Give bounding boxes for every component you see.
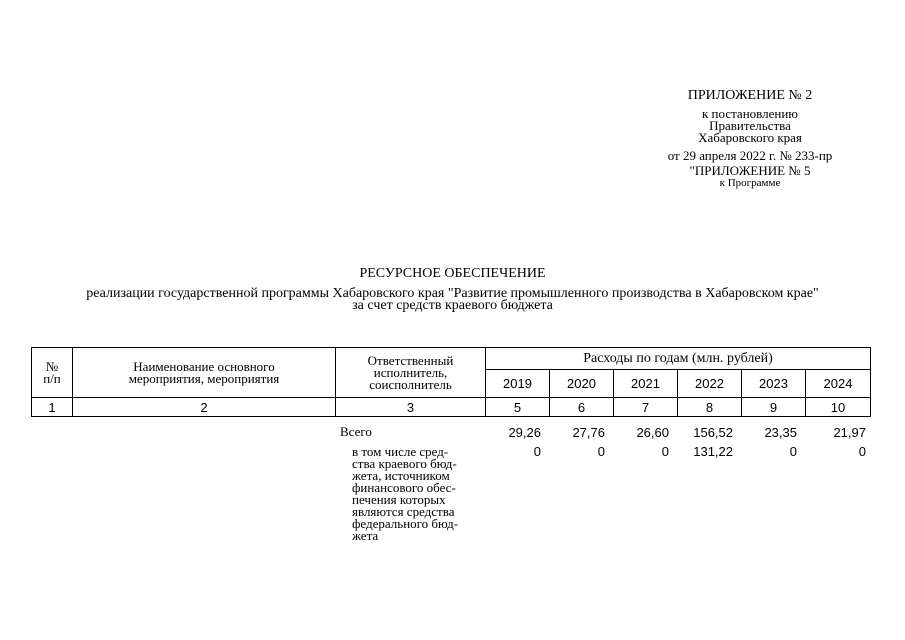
column-number: 2	[73, 398, 336, 417]
column-number: 7	[614, 398, 678, 417]
header-expenses: Расходы по годам (млн. рублей)	[486, 348, 871, 370]
appendix-line-2: Правительства	[709, 118, 791, 133]
appendix-line-3: Хабаровского края	[698, 130, 802, 145]
column-number: 8	[678, 398, 742, 417]
row-label-federal: в том числе сред- ства краевого бюд- жета, источником финансового обес- печения которых являются средства федерального бюд- жета	[352, 444, 459, 543]
column-number: 9	[742, 398, 806, 417]
appendix-sub-title: "ПРИЛОЖЕНИЕ № 5	[689, 163, 811, 178]
row-federal-value: 0	[858, 444, 866, 459]
appendix-date: от 29 апреля 2022 г. № 233-пр	[667, 148, 833, 163]
header-num: № п/п	[32, 348, 73, 398]
row-total-value: 29,26	[508, 425, 541, 440]
row-federal-value: 0	[661, 444, 669, 459]
appendix-line-1: к постановлению	[701, 106, 799, 121]
row-federal-value: 131,22	[693, 444, 733, 459]
row-total-value: 27,76	[572, 425, 605, 440]
year-header: 2021	[614, 370, 678, 398]
year-header: 2024	[806, 370, 871, 398]
column-number: 10	[806, 398, 871, 417]
row-total-value: 156,52	[693, 425, 733, 440]
row-label-total: Всего	[340, 424, 372, 439]
column-number: 6	[550, 398, 614, 417]
heading-line-2: за счет средств краевого бюджета	[352, 298, 553, 313]
row-total-value: 23,35	[764, 425, 797, 440]
appendix-block	[620, 90, 880, 189]
row-total-value: 21,97	[833, 425, 866, 440]
header-executor: Ответственный исполнитель, соисполнитель	[336, 348, 486, 398]
year-header: 2019	[486, 370, 550, 398]
header-name: Наименование основного мероприятия, мероприятия	[73, 348, 336, 398]
row-federal-value: 0	[533, 444, 541, 459]
row-federal-value: 0	[597, 444, 605, 459]
row-federal-value: 0	[789, 444, 797, 459]
resource-table	[31, 347, 871, 417]
heading-line-1: реализации государственной программы Хабаровского края "Развитие промышленного производства в Хабаровском крае"	[86, 286, 819, 301]
appendix-sub-line: к Программе	[719, 177, 781, 189]
column-number: 3	[336, 398, 486, 417]
year-header: 2022	[678, 370, 742, 398]
appendix-title: ПРИЛОЖЕНИЕ № 2	[687, 88, 813, 103]
document-heading	[30, 268, 875, 312]
row-total-value: 26,60	[636, 425, 669, 440]
year-header: 2023	[742, 370, 806, 398]
heading-title: РЕСУРСНОЕ ОБЕСПЕЧЕНИЕ	[359, 266, 546, 281]
column-number: 1	[32, 398, 73, 417]
year-header: 2020	[550, 370, 614, 398]
column-number: 5	[486, 398, 550, 417]
